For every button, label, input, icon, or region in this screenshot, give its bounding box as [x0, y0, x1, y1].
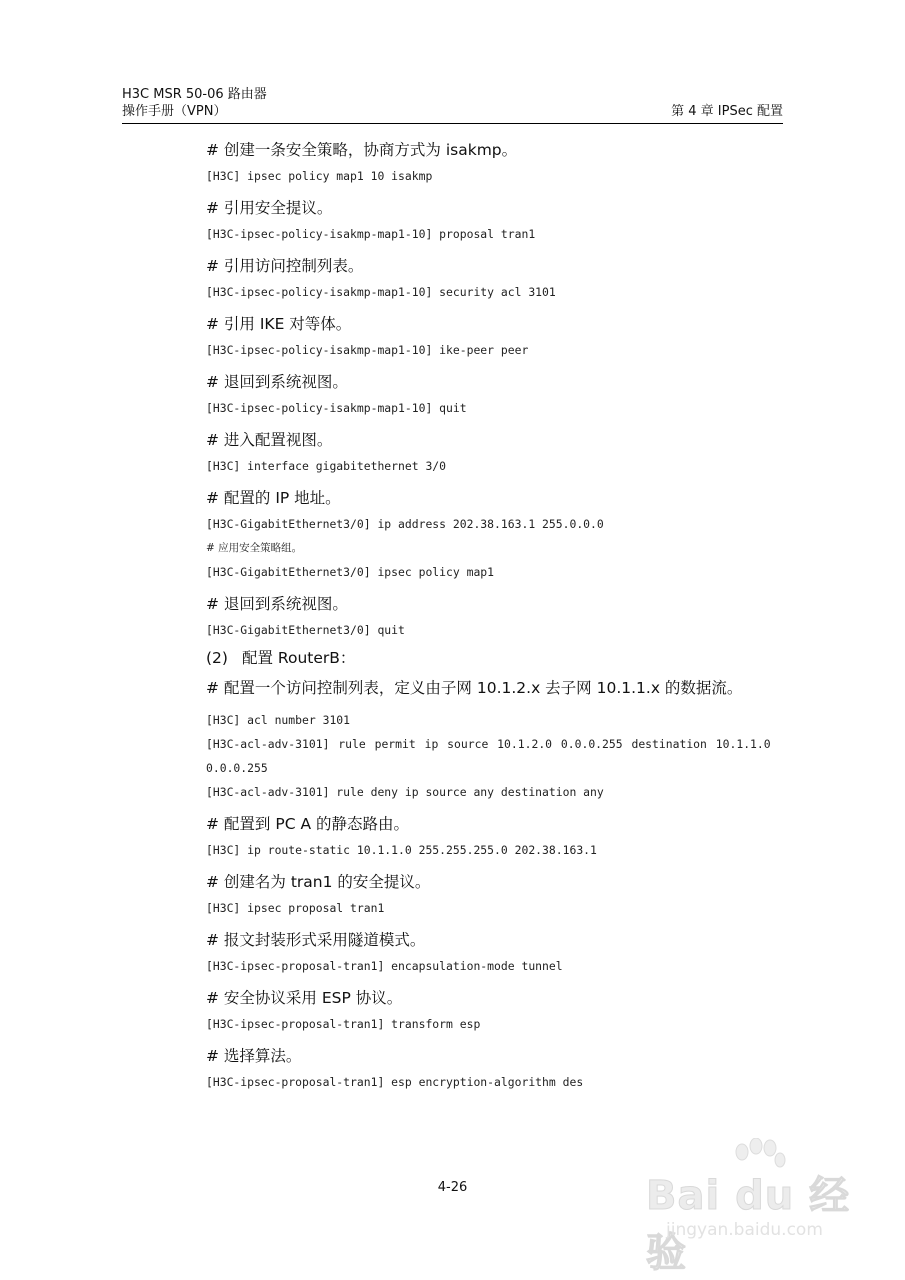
command-line: [H3C-ipsec-policy-isakmp-map1-10] security acl 3101: [206, 285, 556, 299]
command-line: [H3C] ipsec policy map1 10 isakmp: [206, 169, 433, 183]
page-number: 4-26: [437, 1180, 468, 1195]
command-line: [H3C-acl-adv-3101] rule permit ip source 10.1.2.0 0.0.0.255 destination 10.1.1.0 0.0.0.255: [206, 737, 771, 775]
step-comment: # 退回到系统视图。: [206, 595, 348, 613]
watermark-logo: Bai du 经验: [646, 1173, 851, 1276]
command-line: [H3C-GigabitEthernet3/0] ipsec policy map1: [206, 565, 495, 579]
command-line: [H3C-ipsec-policy-isakmp-map1-10] quit: [206, 401, 467, 415]
command-line: [H3C-ipsec-proposal-tran1] encapsulation-mode tunnel: [206, 959, 563, 973]
step-comment: # 退回到系统视图。: [206, 373, 348, 391]
watermark-url: jingyan.baidu.com: [666, 1220, 823, 1240]
watermark: [636, 1134, 876, 1276]
step-comment: # 创建一条安全策略，协商方式为 isakmp。: [206, 141, 518, 159]
header-manual: 操作手册（VPN）: [122, 104, 227, 119]
header-row: [122, 103, 783, 120]
step-comment: # 配置到 PC A 的静态路由。: [206, 815, 409, 833]
command-line: [H3C] acl number 3101: [206, 713, 351, 727]
header-product: H3C MSR 50-06 路由器: [122, 87, 267, 102]
inline-comment: # 应用安全策略组。: [206, 542, 303, 554]
command-line: [H3C-ipsec-policy-isakmp-map1-10] ike-peer peer: [206, 343, 529, 357]
command-line: [H3C-GigabitEthernet3/0] ip address 202.38.163.1 255.0.0.0: [206, 517, 604, 531]
section-number: (2): [206, 649, 228, 667]
step-comment: # 安全协议采用 ESP 协议。: [206, 989, 403, 1007]
section-title: 配置 RouterB：: [242, 649, 356, 667]
command-line: [H3C] ipsec proposal tran1: [206, 901, 385, 915]
step-comment: # 进入配置视图。: [206, 431, 333, 449]
command-line: [H3C] ip route-static 10.1.1.0 255.255.255.0 202.38.163.1: [206, 843, 597, 857]
command-line: [H3C] interface gigabitethernet 3/0: [206, 459, 447, 473]
step-comment: # 配置的 IP 地址。: [206, 489, 341, 507]
page-header: [122, 86, 783, 124]
section-heading: [206, 642, 789, 674]
step-comment: # 引用安全提议。: [206, 199, 333, 217]
command-line: [H3C-ipsec-proposal-tran1] transform esp: [206, 1017, 481, 1031]
step-comment: # 选择算法。: [206, 1047, 302, 1065]
page-content: [206, 136, 789, 1094]
command-line: [H3C-ipsec-policy-isakmp-map1-10] proposal tran1: [206, 227, 536, 241]
header-chapter: 第 4 章 IPSec 配置: [671, 104, 783, 119]
step-comment: # 创建名为 tran1 的安全提议。: [206, 873, 431, 891]
command-line: [H3C-acl-adv-3101] rule deny ip source any destination any: [206, 785, 604, 799]
step-comment: # 引用访问控制列表。: [206, 257, 364, 275]
command-line: [H3C-ipsec-proposal-tran1] esp encryption-algorithm des: [206, 1075, 584, 1089]
step-comment: # 配置一个访问控制列表，定义由子网 10.1.2.x 去子网 10.1.1.x 的数据流。: [206, 679, 743, 697]
step-comment: # 引用 IKE 对等体。: [206, 315, 352, 333]
command-line: [H3C-GigabitEthernet3/0] quit: [206, 623, 405, 637]
step-comment: # 报文封装形式采用隧道模式。: [206, 931, 426, 949]
